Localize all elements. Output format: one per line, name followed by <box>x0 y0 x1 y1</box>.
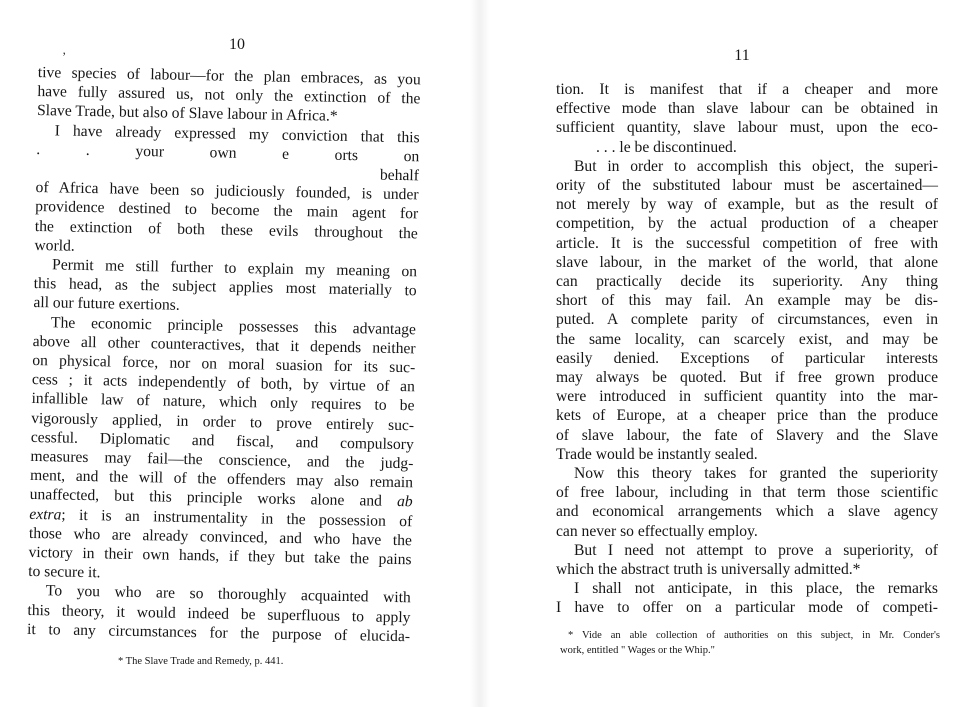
text-line: this theory, it would indeed be superfluous to apply <box>27 601 411 626</box>
right-footnote <box>560 628 940 658</box>
text-line: of free labour, including in that term those scientific <box>556 484 938 502</box>
text-line: kets of Europe, at a cheaper price than the produce <box>556 407 938 425</box>
text-line: vigorously applied, in order to prove entirely suc- <box>31 409 415 434</box>
text-line: slave labour, in the market of the world, that alone <box>556 253 938 271</box>
text-line: not merely by way of example, but as the result of <box>556 196 938 214</box>
text-line: world. <box>34 236 75 255</box>
text-line: I have to offer on a particular mode of competi- <box>556 599 938 617</box>
right-page <box>490 0 980 707</box>
text-line: . . your own e orts on behalf <box>36 140 420 185</box>
text-line: to secure it. <box>28 563 101 582</box>
italic-phrase: ab <box>396 493 413 511</box>
text-line: . . . le be discontinued. <box>596 138 737 156</box>
text-line: have fully assured us, not only the extinction of the <box>37 83 421 108</box>
stray-mark: ‚ <box>62 42 67 57</box>
text-line: I shall not anticipate, in this place, the remarks <box>574 580 938 598</box>
text-line: which the abstract truth is universally admitted.* <box>556 561 861 579</box>
text-line: But in order to accomplish this object, the superi- <box>574 157 938 175</box>
left-page-body <box>27 63 421 646</box>
left-page-number: 10 <box>229 36 245 53</box>
left-page <box>0 0 470 707</box>
left-footnote: * The Slave Trade and Remedy, p. 441. <box>118 656 284 667</box>
text-line: easily denied. Exceptions of particular interests <box>556 349 938 367</box>
text-line: the extinction of both these evils throughout the <box>34 217 418 242</box>
text-line: But I need not attempt to prove a superiority, of <box>574 541 938 559</box>
text-line: ment, and the will of the offenders may also remain <box>29 467 414 492</box>
text-line: it to any circumstances for the purpose of elucida- <box>26 620 411 646</box>
footnote-line: work, entitled " Wages or the Whip." <box>560 645 715 656</box>
text-line: Now this theory takes for granted the superiority <box>574 465 938 483</box>
text-line: of slave labour, the fate of Slavery and the Slave <box>556 426 938 444</box>
text-line: above all other counteractives, that it depends neither <box>32 332 416 358</box>
text-line: and economical arrangements which a slave agency <box>556 503 938 521</box>
text-line: can never so effectually employ. <box>556 522 758 540</box>
right-page-number: 11 <box>734 47 750 64</box>
text-line: sufficient quantity, slave labour must, upon the eco- <box>556 119 938 137</box>
text-line: effective mode than slave labour can be obtained in <box>556 100 938 118</box>
text-line: I have already expressed my conviction that this <box>54 121 420 146</box>
right-page-body <box>556 80 938 618</box>
text-line: short of this may fail. An example may be dis- <box>556 292 938 310</box>
text-line: of Africa have been so judiciously founded, is under <box>35 179 419 204</box>
footnote-line: * Vide an able collection of authorities on this subject, in Mr. Conder's <box>568 630 940 641</box>
text-line: competition, by the actual production of a cheaper <box>556 215 938 233</box>
text-line: infallible law of nature, which only requires to be <box>31 390 415 415</box>
text-line: the same locality, can scarcely exist, and may be <box>556 330 938 348</box>
italic-phrase: extra <box>29 505 62 524</box>
text-line: article. It is the successful competition of free with <box>556 234 938 252</box>
text-line: cessful. Diplomatic and fiscal, and compulsory <box>30 428 414 454</box>
text-line: providence destined to become the main agent for <box>35 198 419 223</box>
text-line: tion. It is manifest that if a cheaper and more <box>556 81 938 98</box>
text-line: puted. A complete parity of circumstances, even in <box>556 311 938 329</box>
text-line: can practically decide its superiority. Any thing <box>556 273 938 291</box>
text-line: Slave Trade, but also of Slave labour in Africa.* <box>36 102 338 126</box>
text-segment: ; it is an instrumentality in the possession of <box>61 506 413 530</box>
text-segment: unaffected, but this principle works alone and <box>29 486 383 511</box>
text-line: victory in their own hands, if they but take the pains <box>28 543 412 569</box>
text-line: Trade would be instantly sealed. <box>556 445 758 463</box>
text-line: all our future exertions. <box>33 294 180 315</box>
text-line: were introduced in sufficient quantity into the mar- <box>556 388 938 406</box>
text-line: on physical force, nor on moral suasion for its suc- <box>32 351 416 377</box>
text-line: tive species of labour—for the plan embraces, as you <box>37 63 421 89</box>
text-line: those who are already convinced, and who have the <box>28 524 413 550</box>
text-line: this head, as the subject applies most materially to <box>33 275 417 300</box>
page-gutter <box>470 0 490 707</box>
text-line: Permit me still further to explain my meaning on <box>51 256 418 281</box>
text-line: To you who are so thoroughly acquainted with <box>45 582 411 607</box>
text-line: cess ; it acts independently of both, by virtue of an <box>31 371 416 396</box>
text-line: measures may fail—the conscience, and the judg- <box>30 447 414 473</box>
text-line: The economic principle possesses this advantage <box>50 313 417 338</box>
text-line: ority of the substituted labour must be ascertained— <box>556 177 938 195</box>
text-line: may always be quoted. But if free grown produce <box>556 369 938 387</box>
